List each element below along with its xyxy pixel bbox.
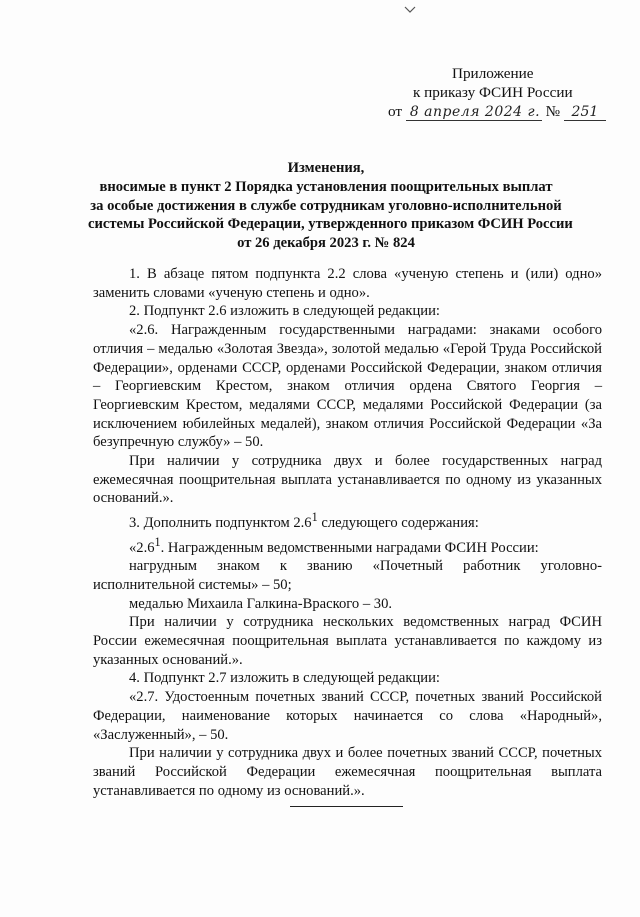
paragraph-item-2: 2. Подпункт 2.6 изложить в следующей редакции:	[129, 303, 440, 320]
paragraph-2-6-1: «$2.6^1$. Награжденным ведомственными наградами ФСИН России:	[129, 534, 539, 556]
closing-rule	[290, 806, 403, 807]
number-label: №	[545, 103, 561, 120]
paragraph-2-6-note: При наличии у сотрудника двух и более государственных наград ежемесячная поощрительная выплата устанавливается по одному из указанных оснований.».	[93, 453, 602, 507]
paragraph-badge: нагрудным знаком к званию «Почетный работник уголовно-исполнительной системы» – 50;	[93, 558, 602, 593]
order-reference: к приказу ФСИН России	[413, 84, 573, 101]
title-line: от 26 декабря 2023 г. № 824	[237, 235, 415, 252]
document-title	[88, 159, 573, 253]
title-heading: Изменения,	[287, 160, 365, 176]
paragraph-medal: медалью Михаила Галкина-Враского – 30.	[129, 595, 393, 612]
handwritten-date: 8 апреля 2024 г.	[406, 105, 542, 121]
order-date-number	[388, 102, 608, 121]
paragraph-2-6: «2.6. Награжденным государственными наградами: знаками особого отличия – медалью «Золотая Звезда», золотой медалью «Герой Труда Российской Федерации», орденами СССР, орденами Российской Федерации, знаком отличия – Георгиевским Крестом, знаком отличия ордена Святого Георгия – Георгиевским Крестом, медалями СССР, медалями Российской Федерации (за исключением юбилейных медалей), знаком отличия Российской Федерации «За безупречную службу» – 50.	[93, 322, 602, 451]
paragraph-item-3: 3. Дополнить подпунктом $2.6^1$ следующего содержания:	[129, 510, 479, 531]
from-label: от	[388, 103, 403, 120]
paragraph-2-7-note: При наличии у сотрудника двух и более почетных званий СССР, почетных званий Российской Федерации ежемесячная поощрительная выплата устанавливается по одному из оснований.».	[93, 745, 602, 799]
paragraph-2-7: «2.7. Удостоенным почетных званий СССР, почетных званий Российской Федерации, наименование которых начинается со слова «Народный», «Заслуженный», – 50.	[93, 689, 602, 743]
appendix-header	[388, 64, 608, 121]
appendix-label: Приложение	[452, 65, 534, 82]
document-body	[93, 265, 602, 800]
title-line: системы Российской Федерации, утвержденного приказом ФСИН России	[88, 216, 573, 233]
paragraph-2-6-1-note: При наличии у сотрудника нескольких ведомственных наград ФСИН России ежемесячная поощрительная выплата устанавливается по каждому из указанных оснований.».	[93, 614, 602, 668]
staple-mark-icon	[404, 6, 416, 13]
title-line: вносимые в пункт 2 Порядка установления поощрительных выплат	[99, 178, 553, 195]
handwritten-number: 251	[564, 105, 606, 121]
title-line: за особые достижения в службе сотрудникам уголовно-исполнительной	[90, 197, 562, 214]
paragraph-item-4: 4. Подпункт 2.7 изложить в следующей редакции:	[129, 670, 440, 687]
paragraph-item-1: 1. В абзаце пятом подпункта 2.2 слова «ученую степень и (или) одно» заменить словами «ученую степень и одно».	[93, 266, 602, 301]
